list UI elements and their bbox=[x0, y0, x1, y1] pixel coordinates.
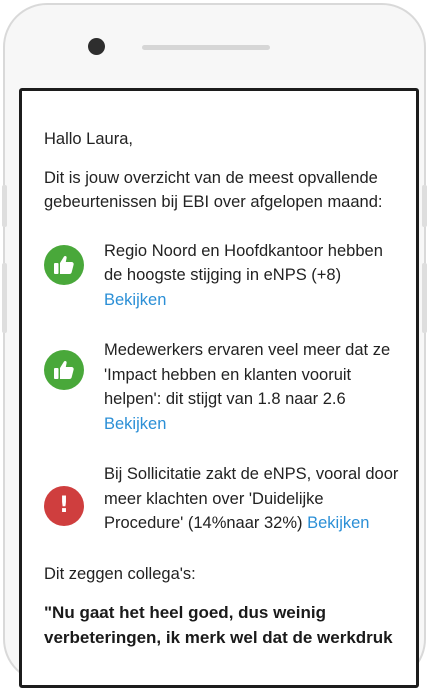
list-item bbox=[44, 338, 404, 436]
colleague-quote: "Nu gaat het heel goed, dus weinig verbeteringen, ik merk wel dat de werkdruk bbox=[44, 603, 393, 647]
list-item bbox=[44, 239, 404, 313]
phone-screen bbox=[19, 88, 419, 688]
email-body bbox=[44, 127, 404, 650]
power-button bbox=[422, 263, 427, 333]
item-text: Medewerkers ervaren veel meer dat ze 'Impact hebben en klanten vooruit helpen': dit stijgt van 1.8 naar 2.6 bbox=[104, 341, 391, 408]
greeting: Hallo Laura, bbox=[44, 130, 133, 148]
phone-frame bbox=[3, 3, 426, 683]
speaker-grille bbox=[142, 45, 270, 50]
thumbs-up-icon bbox=[44, 350, 84, 390]
exclamation-icon: ! bbox=[44, 486, 84, 526]
thumbs-up-icon bbox=[44, 245, 84, 285]
view-link[interactable]: Bekijken bbox=[104, 414, 167, 433]
volume-button bbox=[2, 185, 7, 227]
list-item bbox=[44, 462, 404, 536]
front-camera bbox=[88, 38, 105, 55]
intro-text: Dit is jouw overzicht van de meest opvallende gebeurtenissen bij EBI over afgelopen maand: bbox=[44, 168, 383, 211]
volume-button bbox=[2, 263, 7, 333]
item-text: Bij Sollicitatie zakt de eNPS, vooral door meer klachten over 'Duidelijke Procedure' (14%naar 32%) bbox=[104, 465, 399, 532]
view-link[interactable]: Bekijken bbox=[307, 514, 370, 532]
view-link[interactable]: Bekijken bbox=[104, 290, 167, 309]
power-button bbox=[422, 185, 427, 227]
item-text: Regio Noord en Hoofdkantoor hebben de hoogste stijging in eNPS (+8) bbox=[104, 241, 383, 284]
quotes-heading: Dit zeggen collega's: bbox=[44, 564, 196, 583]
